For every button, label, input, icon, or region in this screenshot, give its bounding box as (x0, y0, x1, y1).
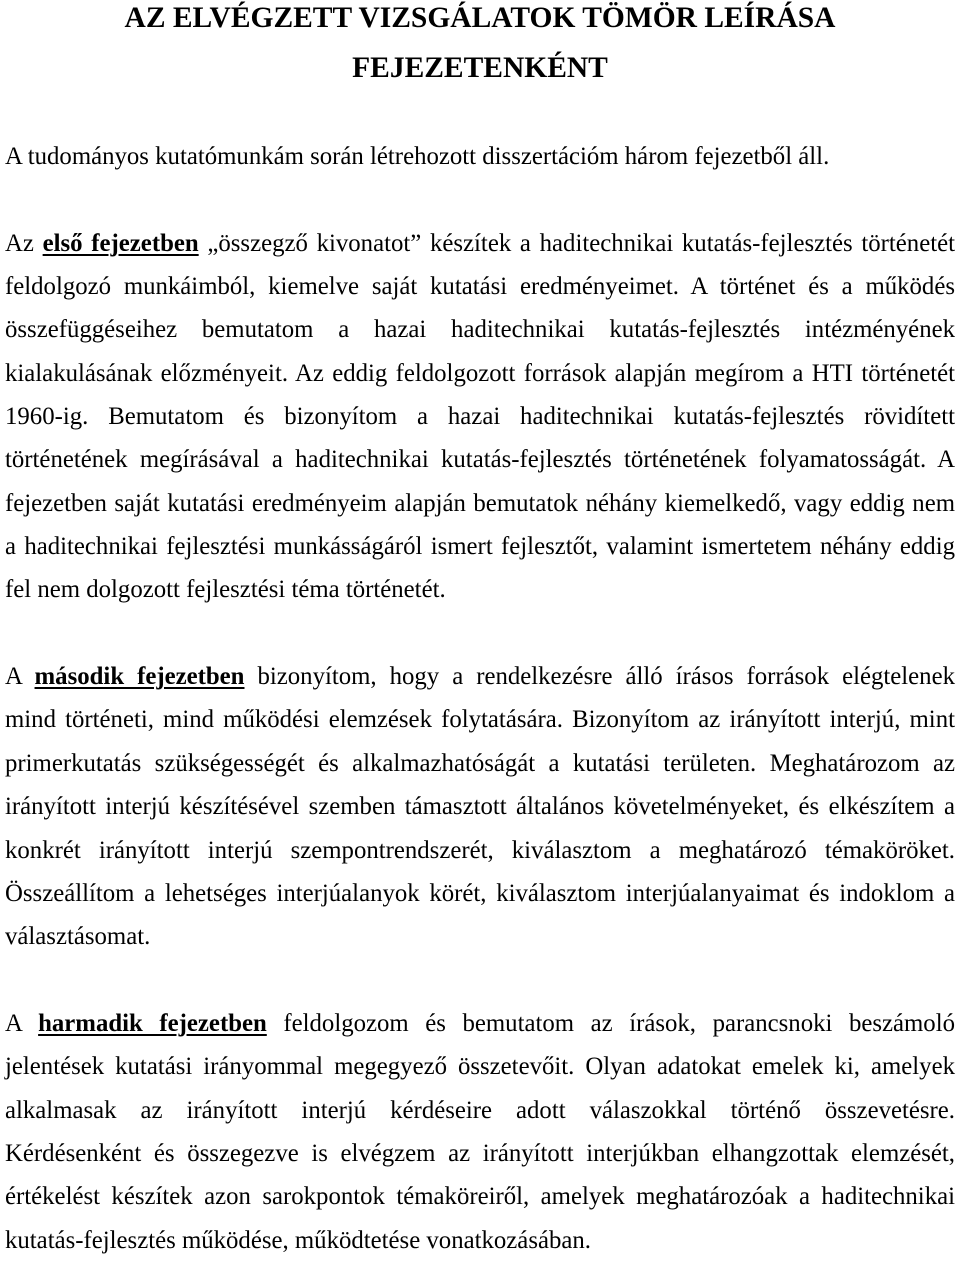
text-line (5, 222, 955, 265)
text-line: összefüggéseihez bemutatom a hazai haditechnikai kutatás-fejlesztés intézményének (5, 316, 955, 344)
text-line: a haditechnikai fejlesztési munkásságáról ismert fejlesztőt, valamint ismertetem néhány eddig (5, 533, 955, 561)
text-line: feldolgozó munkáimból, kiemelve saját kutatási eredményeimet. A történet és a működés (5, 273, 955, 301)
text-line: A tudományos kutatómunkám során létrehozott disszertációm három fejezetből áll. (5, 143, 830, 170)
text-line: fel nem dolgozott fejlesztési téma történetét. (5, 576, 446, 604)
text-line: fejezetben saját kutatási eredményeim alapján bemutatok néhány kiemelkedő, vagy eddig nem (5, 489, 955, 517)
text-line: történetének megírásával a haditechnikai kutatás-fejlesztés történetének folyamatosságát. A (5, 446, 955, 474)
text-segment: Az (5, 229, 43, 257)
chapter-3-emphasis: harmadik fejezetben (38, 1009, 267, 1037)
text-segment: „összegző kivonatot” készítek a haditechnikai kutatás-fejlesztés történetét (198, 229, 955, 257)
text-line: Kérdésenként és összegezve is elvégzem az irányított interjúkban elhangzottak elemzését, (5, 1139, 955, 1167)
text-line: választásomat. (5, 923, 151, 951)
text-line: jelentések kutatási irányommal megegyező összetevőit. Olyan adatokat emelek ki, amelyek (5, 1053, 955, 1081)
text-line: kialakulásának előzményeit. Az eddig feldolgozott források alapján megírom a HTI történetét (5, 359, 955, 387)
paragraph-intro (5, 135, 955, 178)
paragraph-chapter-3 (5, 1002, 955, 1262)
text-line: 1960-ig. Bemutatom és bizonyítom a hazai haditechnikai kutatás-fejlesztés rövidített (5, 403, 955, 431)
chapter-2-emphasis: második fejezetben (34, 663, 245, 691)
paragraph-chapter-2 (5, 655, 955, 958)
text-segment: feldolgozom és bemutatom az írások, parancsnoki beszámoló (266, 1009, 955, 1037)
text-line: Összeállítom a lehetséges interjúalanyok körét, kiválasztom interjúalanyaimat és indoklom a (5, 879, 955, 907)
text-line: kutatás-fejlesztés működése, működtetése vonatkozásában. (5, 1226, 591, 1254)
text-segment: bizonyítom, hogy a rendelkezésre álló írásos források elégtelenek (244, 663, 955, 691)
text-line: értékelést készítek azon sarokpontok témaköreiről, amelyek meghatározóak a haditechnikai (5, 1183, 955, 1211)
text-segment: A (5, 1009, 39, 1037)
text-line: primerkutatás szükségességét és alkalmazhatóságát a kutatási területen. Meghatározom az (5, 749, 955, 777)
text-line: konkrét irányított interjú szempontrendszerét, kiválasztom a meghatározó témaköröket. (5, 836, 955, 864)
document-body (5, 135, 955, 1262)
title-line-2: FEJEZETENKÉNT (352, 52, 608, 84)
text-line (5, 655, 955, 698)
paragraph-chapter-1 (5, 222, 955, 612)
text-line (5, 1002, 955, 1045)
text-line: alkalmasak az irányított interjú kérdéseire adott válaszokkal történő összevetésre. (5, 1096, 955, 1124)
text-line: mind történeti, mind működési elemzések folytatására. Bizonyítom az irányított interjú, mint (5, 706, 955, 734)
chapter-1-emphasis: első fejezetben (42, 229, 199, 257)
document-title (0, 0, 960, 86)
text-line: irányított interjú készítésével szemben támasztott általános követelményeket, és elkészítem a (5, 793, 955, 821)
title-line-1: AZ ELVÉGZETT VIZSGÁLATOK TÖMÖR LEÍRÁSA (124, 2, 836, 34)
text-segment: A (5, 663, 35, 691)
